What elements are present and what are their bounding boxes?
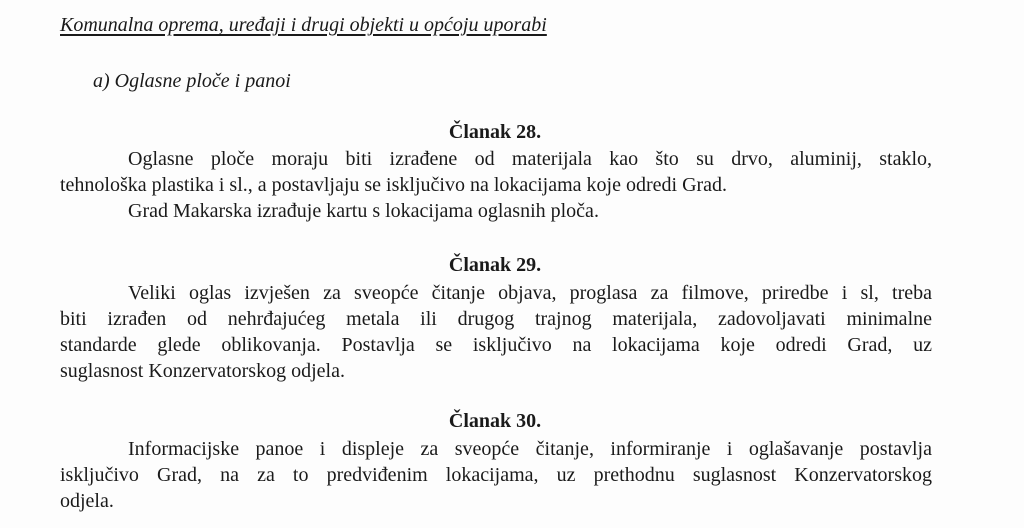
article-28-line-1: Oglasne ploče moraju biti izrađene od materijala kao što su drvo, aluminij, staklo, — [128, 148, 932, 170]
article-28-line-2: tehnološka plastika i sl., a postavljaju se isključivo na lokacijama koje odredi Grad. — [60, 174, 728, 196]
article-30-line-3: odjela. — [60, 490, 114, 512]
article-29-line-2: biti izrađen od nehrđajućeg metala ili drugog trajnog materijala, zadovoljavati minimalne — [60, 308, 932, 330]
article-30-line-1: Informacijske panoe i displeje za sveopće čitanje, informiranje i oglašavanje postavlja — [128, 438, 932, 460]
article-28-title: Članak 28. — [448, 121, 542, 143]
article-30-title: Članak 30. — [448, 410, 542, 432]
article-29-body — [60, 280, 932, 384]
article-29-line-3: standarde glede oblikovanja. Postavlja se isključivo na lokacijama koje odredi Grad, uz — [60, 334, 932, 356]
article-29-title: Članak 29. — [448, 254, 542, 276]
section-heading: Komunalna oprema, uređaji i drugi objekti u općoju uporabi — [60, 14, 547, 36]
subheading: a) Oglasne ploče i panoi — [93, 70, 291, 92]
article-30-line-2: isključivo Grad, na za to predviđenim lokacijama, uz prethodnu suglasnost Konzervatorskog — [60, 464, 932, 486]
article-28-line-3: Grad Makarska izrađuje kartu s lokacijama oglasnih ploča. — [128, 200, 599, 222]
article-29-line-1: Veliki oglas izvješen za sveopće čitanje objava, proglasa za filmove, priredbe i sl, treba — [128, 282, 932, 304]
article-28-body — [60, 146, 932, 224]
article-29-line-4: suglasnost Konzervatorskog odjela. — [60, 360, 345, 382]
article-30-body — [60, 436, 932, 514]
